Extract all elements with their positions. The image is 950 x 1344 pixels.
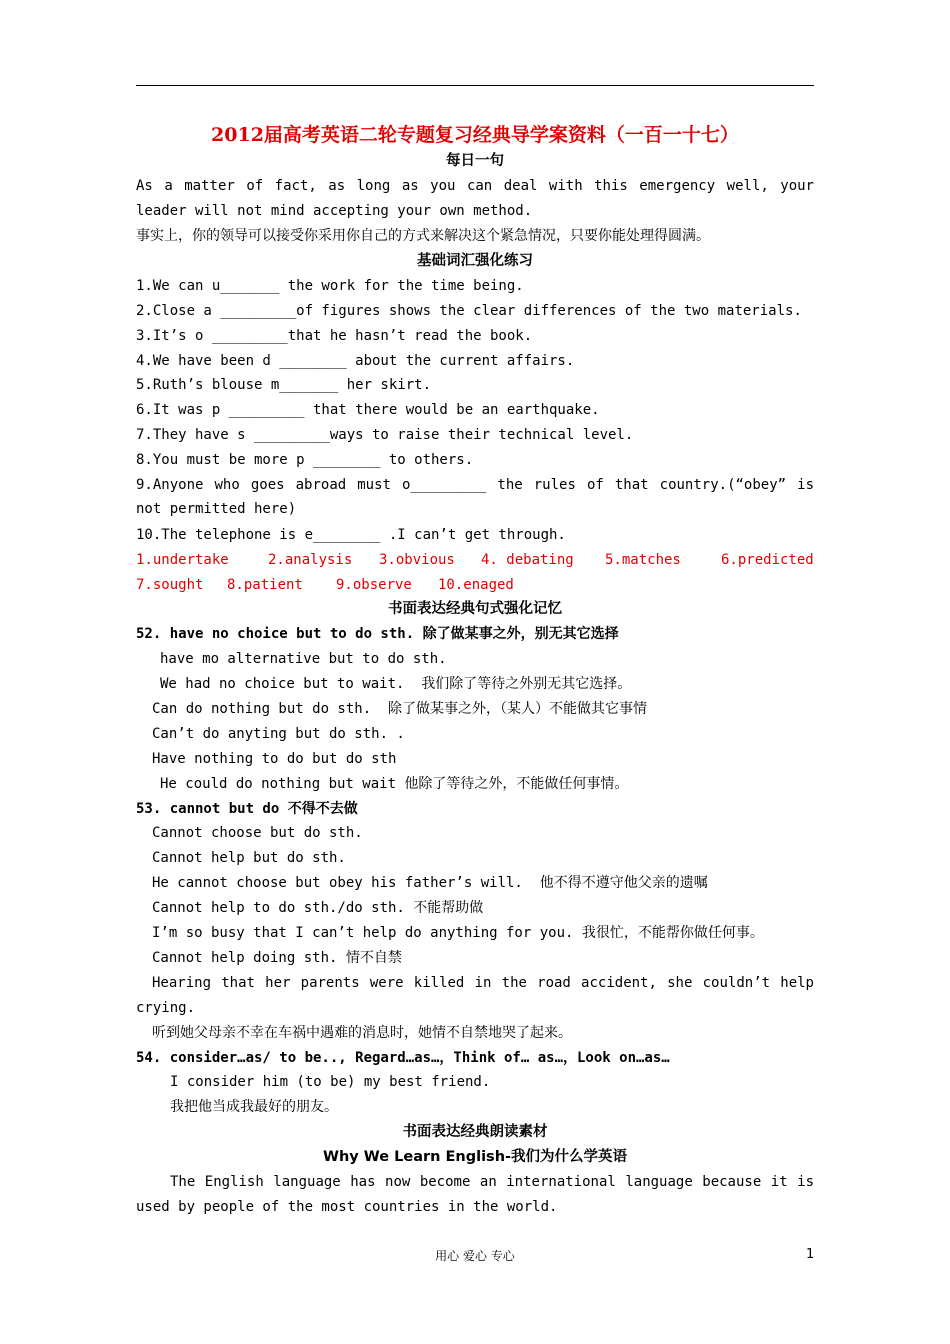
pattern-line: We had no choice but to wait. 我们除了等待之外别无其它选择。 <box>160 676 632 692</box>
answer-item: 7.sought <box>136 577 204 593</box>
vocab-item: 10.The telephone is e________ .I can’t get through. <box>136 527 566 543</box>
reading-line-2: used by people of the most countries in the world. <box>136 1199 558 1215</box>
answer-item: 4. debating <box>481 552 574 568</box>
daily-sentence-en-2: leader will not mind accepting your own method. <box>136 203 533 219</box>
pattern-53-heading: 53. cannot but do 不得不去做 <box>136 801 358 817</box>
vocab-heading: 基础词汇强化练习 <box>417 253 533 269</box>
daily-sentence-heading: 每日一句 <box>446 153 504 169</box>
pattern-example-zh: 听到她父母亲不幸在车祸中遇难的消息时，她情不自禁地哭了起来。 <box>152 1025 572 1041</box>
pattern-line: Cannot help to do sth./do sth. 不能帮助做 <box>152 900 484 916</box>
answer-item: 9.observe <box>336 577 412 593</box>
vocab-item: 6.It was p _________ that there would be an earthquake. <box>136 402 600 418</box>
reading-subheading: Why We Learn English-我们为什么学英语 <box>322 1149 628 1165</box>
answer-row-2 <box>136 573 814 598</box>
vocab-item: 3.It’s o _________that he hasn’t read the book. <box>136 328 533 344</box>
pattern-line: Cannot help but do sth. <box>152 850 346 866</box>
answer-item: 1.undertake <box>136 552 229 568</box>
page-number: 1 <box>806 1247 815 1262</box>
pattern-54-heading: 54. consider…as/ to be.., Regard…as…，Think of… as…，Look on…as… <box>136 1050 670 1066</box>
daily-sentence-zh: 事实上，你的领导可以接受你采用你自己的方式来解决这个紧急情况，只要你能处理得圆满。 <box>136 228 710 244</box>
answer-item: 5.matches <box>605 552 681 568</box>
answer-item: 8.patient <box>227 577 303 593</box>
pattern-line: Cannot choose but do sth. <box>152 825 363 841</box>
pattern-line: Have nothing to do but do sth <box>152 751 397 767</box>
answer-item: 3.obvious <box>379 552 455 568</box>
pattern-line: I’m so busy that I can’t help do anything for you. 我很忙，不能帮你做任何事。 <box>152 925 764 941</box>
answer-item: 6.predicted <box>721 552 814 568</box>
header-rule <box>136 85 814 86</box>
vocab-item: 9.Anyone who goes abroad must o_________ the rules of that country.(“obey” is <box>136 477 814 493</box>
pattern-line: He cannot choose but obey his father’s will. 他不得不遵守他父亲的遗嘱 <box>152 875 708 891</box>
vocab-item: 2.Close a _________of figures shows the clear differences of the two materials. <box>136 303 802 319</box>
pattern-52-heading: 52. have no choice but to do sth. 除了做某事之外，别无其它选择 <box>136 626 619 642</box>
pattern-example-en-2: crying. <box>136 1000 196 1016</box>
vocab-item: 8.You must be more p ________ to others. <box>136 452 474 468</box>
pattern-line: I consider him (to be) my best friend. <box>170 1074 491 1090</box>
reading-heading: 书面表达经典朗读素材 <box>402 1124 548 1140</box>
pattern-line: 我把他当成我最好的朋友。 <box>170 1099 338 1115</box>
vocab-item: 1.We can u_______ the work for the time being. <box>136 278 524 294</box>
answer-item: 10.enaged <box>438 577 514 593</box>
pattern-line: He could do nothing but wait 他除了等待之外，不能做任何事情。 <box>160 776 629 792</box>
answer-item: 2.analysis <box>268 552 353 568</box>
pattern-line: Cannot help doing sth. 情不自禁 <box>152 950 402 966</box>
vocab-item: 5.Ruth’s blouse m_______ her skirt. <box>136 377 432 393</box>
daily-sentence-en-1: As a matter of fact, as long as you can deal with this emergency well, your <box>136 178 814 194</box>
pattern-line: have mo alternative but to do sth. <box>160 651 447 667</box>
vocab-item: 7.They have s _________ways to raise their technical level. <box>136 427 634 443</box>
pattern-line: Can do nothing but do sth. 除了做某事之外，（某人）不能做其它事情 <box>152 701 648 717</box>
pattern-example-en-1: Hearing that her parents were killed in the road accident, she couldn’t help <box>152 975 814 991</box>
sentences-heading: 书面表达经典句式强化记忆 <box>388 601 562 617</box>
vocab-item: 4.We have been d ________ about the current affairs. <box>136 353 575 369</box>
reading-line-1: The English language has now become an international language because it is <box>170 1174 814 1190</box>
vocab-item: not permitted here) <box>136 501 297 517</box>
footer-text: 用心 爱心 专心 <box>435 1249 515 1263</box>
answer-row-1 <box>136 548 814 573</box>
page-title: 2012届高考英语二轮专题复习经典导学案资料（一百一十七） <box>211 124 739 146</box>
pattern-line: Can’t do anyting but do sth. . <box>152 726 405 742</box>
